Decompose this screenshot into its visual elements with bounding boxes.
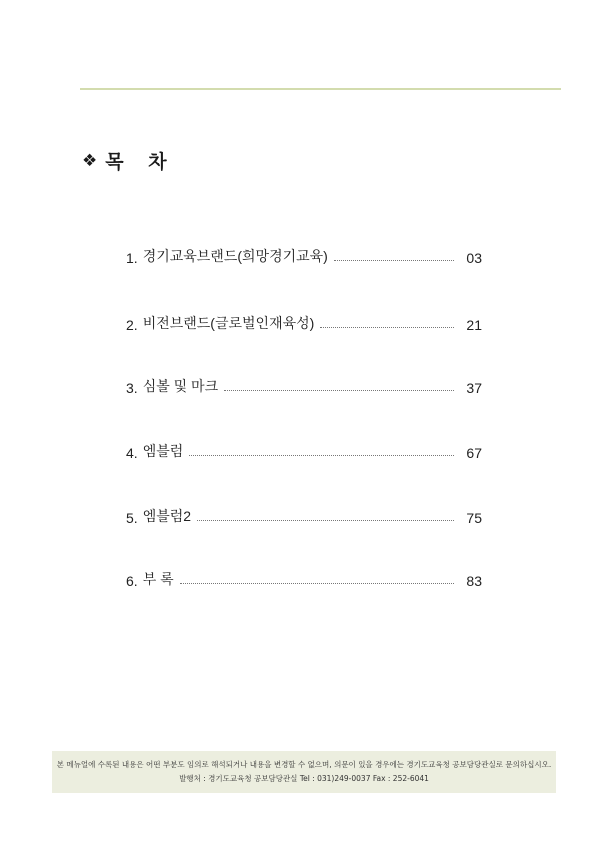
toc-label: 엠블럼 xyxy=(142,443,184,459)
toc-page-number: 75 xyxy=(466,510,482,526)
dotted-leader xyxy=(224,390,454,391)
toc-number: 4. xyxy=(126,445,138,461)
toc-entry-4[interactable] xyxy=(126,441,482,461)
toc-number: 1. xyxy=(126,250,138,266)
toc-label: 비전브랜드(글로벌인재육성) xyxy=(142,315,315,331)
page-title: 목 차 xyxy=(105,151,176,173)
dotted-leader xyxy=(189,455,454,456)
dotted-leader xyxy=(197,520,454,521)
toc-heading xyxy=(82,147,176,174)
dotted-leader xyxy=(334,260,454,261)
toc-number: 3. xyxy=(126,380,138,396)
toc-entry-6[interactable] xyxy=(126,569,482,589)
top-divider xyxy=(80,88,561,90)
dotted-leader xyxy=(180,583,454,584)
four-diamond-icon: ❖ xyxy=(82,150,98,171)
toc-label: 심볼 및 마크 xyxy=(142,378,219,394)
footer-notice: 본 메뉴얼에 수록된 내용은 어떤 부분도 임의로 해석되거나 내용을 변경할 수 없으며, 의문이 있을 경우에는 경기도교육청 공보담당관실로 문의하십시오. xyxy=(56,760,552,769)
toc-entry-2[interactable] xyxy=(126,313,482,333)
footer-publisher: 발행처 : 경기도교육청 공보담당관실 Tel : 031)249-0037 Fax : 252-6041 xyxy=(179,774,429,783)
toc-entry-5[interactable] xyxy=(126,506,482,526)
toc-page-number: 83 xyxy=(466,573,482,589)
toc-number: 6. xyxy=(126,573,138,589)
toc-number: 5. xyxy=(126,510,138,526)
toc-page-number: 03 xyxy=(466,250,482,266)
toc-number: 2. xyxy=(126,317,138,333)
toc-label: 부 록 xyxy=(142,571,174,587)
toc-entry-3[interactable] xyxy=(126,376,482,396)
toc-page-number: 37 xyxy=(466,380,482,396)
toc-label: 경기교육브랜드(희망경기교육) xyxy=(142,248,328,264)
dotted-leader xyxy=(320,327,454,328)
toc-page-number: 67 xyxy=(466,445,482,461)
footer-notice-box xyxy=(52,751,556,793)
toc-label: 엠블럼2 xyxy=(142,508,192,524)
toc-entry-1[interactable] xyxy=(126,246,482,266)
toc-page-number: 21 xyxy=(466,317,482,333)
